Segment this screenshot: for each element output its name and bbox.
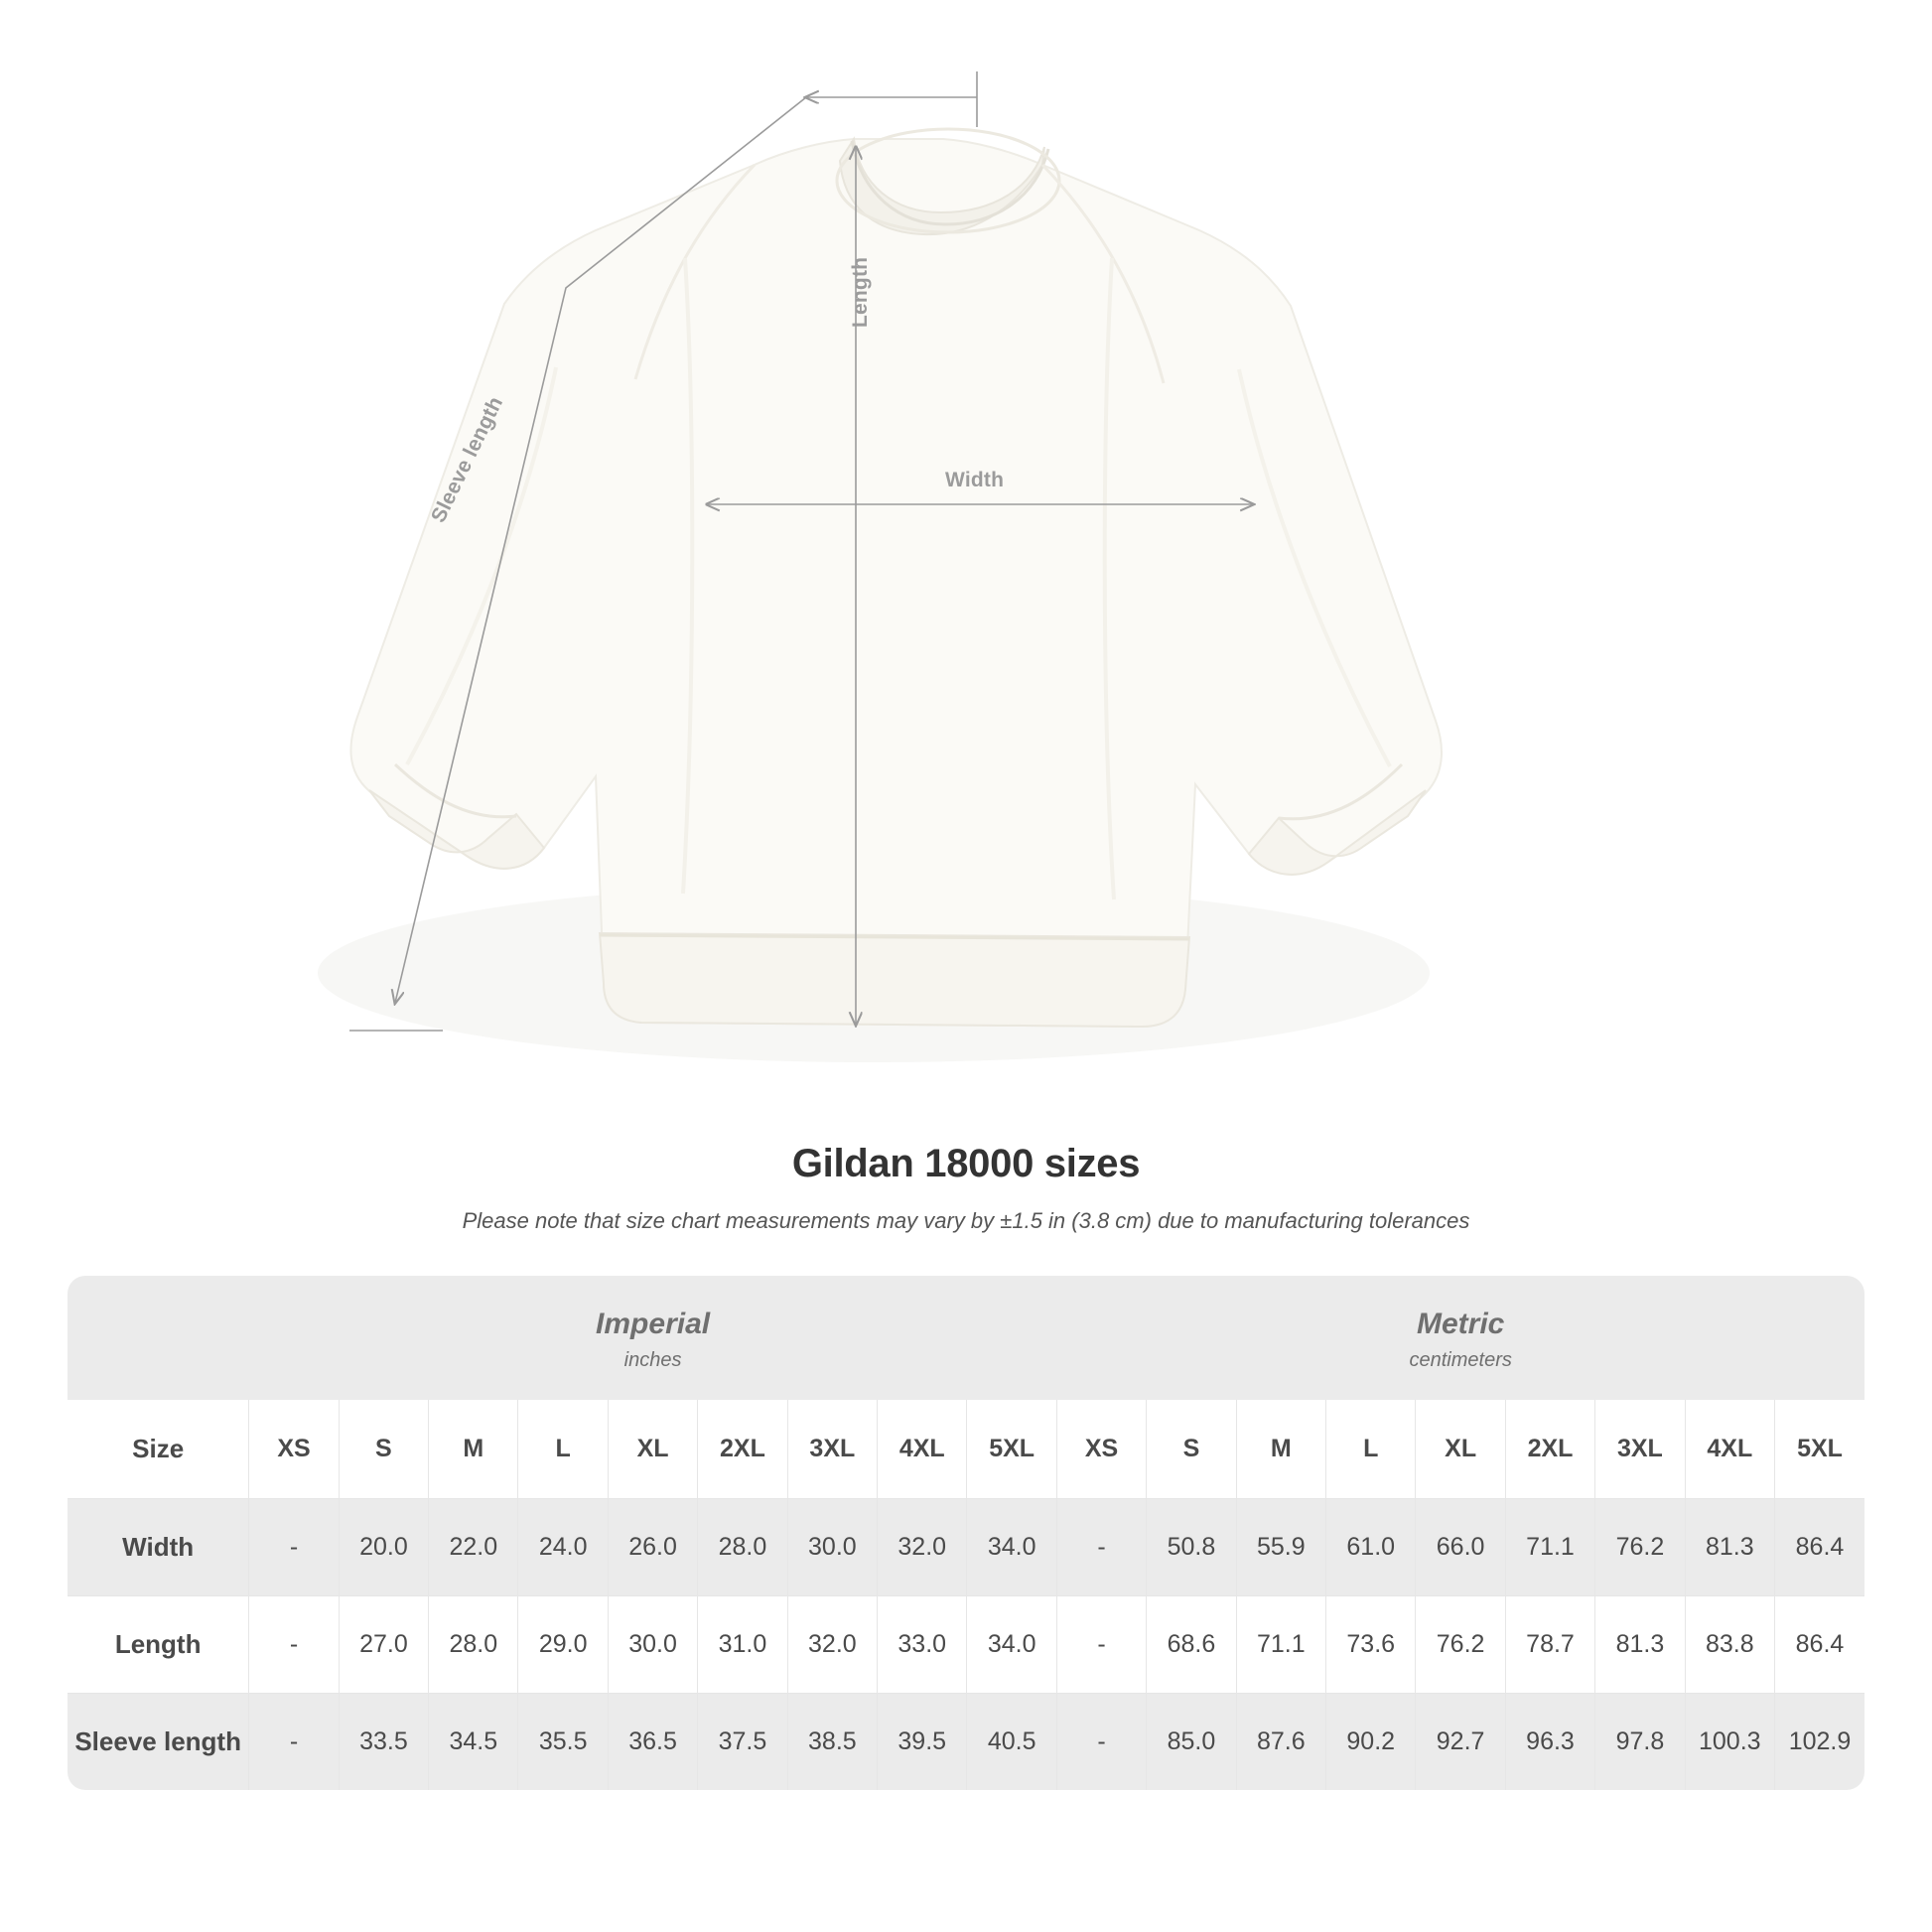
size-header-2xl-imperial: 2XL [698,1400,787,1499]
unit-metric-cell [1056,1276,1864,1400]
cell-sleeve-3: 35.5 [518,1693,608,1790]
size-header-xl-imperial: XL [608,1400,697,1499]
cell-length-7: 33.0 [878,1595,967,1693]
size-header-4xl-metric: 4XL [1685,1400,1774,1499]
unit-imperial-cell [249,1276,1057,1400]
unit-spacer-cell [68,1276,249,1400]
unit-metric-name: Metric [1417,1308,1505,1340]
size-table [68,1276,1864,1790]
cell-length-14: 78.7 [1505,1595,1594,1693]
size-header-3xl-metric: 3XL [1595,1400,1685,1499]
cell-length-2: 28.0 [429,1595,518,1693]
cell-length-3: 29.0 [518,1595,608,1693]
table-row [68,1595,1864,1693]
cell-sleeve-16: 100.3 [1685,1693,1774,1790]
cell-width-17: 86.4 [1774,1498,1864,1595]
cell-width-11: 55.9 [1236,1498,1325,1595]
size-header-xl-metric: XL [1416,1400,1505,1499]
cell-sleeve-8: 40.5 [967,1693,1056,1790]
cell-width-8: 34.0 [967,1498,1056,1595]
cell-sleeve-0: - [249,1693,339,1790]
cell-sleeve-4: 36.5 [608,1693,697,1790]
cell-width-2: 22.0 [429,1498,518,1595]
unit-metric-unit: centimeters [1409,1348,1512,1371]
size-header-xs-metric: XS [1056,1400,1146,1499]
tolerance-note: Please note that size chart measurements may vary by ±1.5 in (3.8 cm) due to manufacturing tolerances [462,1208,1470,1233]
cell-sleeve-1: 33.5 [339,1693,428,1790]
cell-width-0: - [249,1498,339,1595]
size-table-wrapper [68,1276,1864,1790]
cell-width-15: 76.2 [1595,1498,1685,1595]
cell-sleeve-12: 90.2 [1326,1693,1416,1790]
cell-width-6: 30.0 [787,1498,877,1595]
sweatshirt-shape [350,129,1442,1027]
size-header-m-metric: M [1236,1400,1325,1499]
page-title: Gildan 18000 sizes [791,1142,1141,1185]
size-header-s-imperial: S [339,1400,428,1499]
cell-length-4: 30.0 [608,1595,697,1693]
cell-sleeve-14: 96.3 [1505,1693,1594,1790]
cell-width-3: 24.0 [518,1498,608,1595]
cell-sleeve-2: 34.5 [429,1693,518,1790]
cell-width-9: - [1056,1498,1146,1595]
size-header-xs-imperial: XS [249,1400,339,1499]
cell-sleeve-17: 102.9 [1774,1693,1864,1790]
cell-width-10: 50.8 [1147,1498,1236,1595]
cell-width-12: 61.0 [1326,1498,1416,1595]
length-dimension-label: Length [849,256,872,328]
cell-length-15: 81.3 [1595,1595,1685,1693]
size-header-5xl-imperial: 5XL [967,1400,1056,1499]
cell-length-16: 83.8 [1685,1595,1774,1693]
cell-sleeve-15: 97.8 [1595,1693,1685,1790]
sleeve-length-dimension-label: Sleeve length [427,392,508,527]
cell-width-5: 28.0 [698,1498,787,1595]
size-header-5xl-metric: 5XL [1774,1400,1864,1499]
unit-imperial-unit: inches [623,1348,682,1371]
unit-imperial-name: Imperial [596,1308,711,1340]
cell-length-5: 31.0 [698,1595,787,1693]
cell-length-9: - [1056,1595,1146,1693]
cell-sleeve-10: 85.0 [1147,1693,1236,1790]
cell-width-13: 66.0 [1416,1498,1505,1595]
title-block [0,1142,1932,1234]
cell-length-11: 71.1 [1236,1595,1325,1693]
row-label-sleeve-length: Sleeve length [68,1693,249,1790]
cell-width-14: 71.1 [1505,1498,1594,1595]
table-row [68,1693,1864,1790]
size-header-row [68,1400,1864,1499]
cell-sleeve-9: - [1056,1693,1146,1790]
row-label-width: Width [68,1498,249,1595]
cell-sleeve-13: 92.7 [1416,1693,1505,1790]
size-header-s-metric: S [1147,1400,1236,1499]
cell-sleeve-11: 87.6 [1236,1693,1325,1790]
cell-length-8: 34.0 [967,1595,1056,1693]
cell-width-1: 20.0 [339,1498,428,1595]
cell-width-7: 32.0 [878,1498,967,1595]
cell-length-12: 73.6 [1326,1595,1416,1693]
size-header-3xl-imperial: 3XL [787,1400,877,1499]
cell-length-0: - [249,1595,339,1693]
size-header-4xl-imperial: 4XL [878,1400,967,1499]
width-dimension-label: Width [945,469,1005,491]
cell-sleeve-5: 37.5 [698,1693,787,1790]
size-header-m-imperial: M [429,1400,518,1499]
size-header-l-imperial: L [518,1400,608,1499]
size-header-2xl-metric: 2XL [1505,1400,1594,1499]
cell-width-16: 81.3 [1685,1498,1774,1595]
size-header-label: Size [68,1400,249,1499]
cell-length-17: 86.4 [1774,1595,1864,1693]
cell-length-1: 27.0 [339,1595,428,1693]
table-row [68,1498,1864,1595]
cell-sleeve-7: 39.5 [878,1693,967,1790]
row-label-length: Length [68,1595,249,1693]
size-header-l-metric: L [1326,1400,1416,1499]
unit-system-row [68,1276,1864,1400]
cell-length-10: 68.6 [1147,1595,1236,1693]
cell-width-4: 26.0 [608,1498,697,1595]
cell-sleeve-6: 38.5 [787,1693,877,1790]
cell-length-13: 76.2 [1416,1595,1505,1693]
cell-length-6: 32.0 [787,1595,877,1693]
